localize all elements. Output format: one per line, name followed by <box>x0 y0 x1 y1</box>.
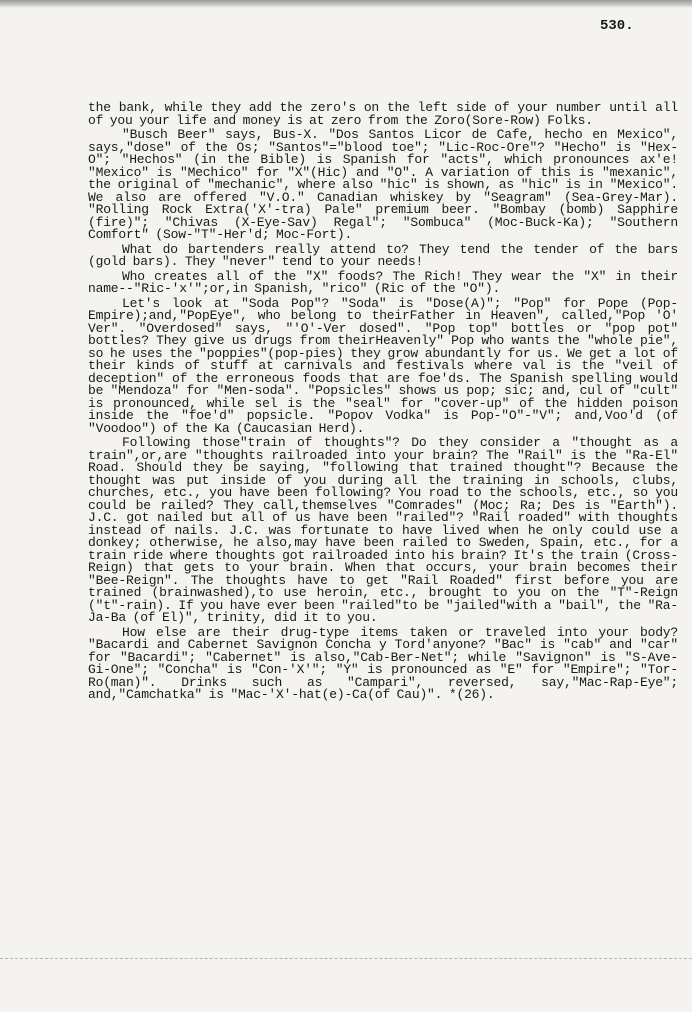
scan-bottom-rule <box>0 958 692 959</box>
paragraph: Let's look at "Soda Pop"? "Soda" is "Dose(A)"; "Pop" for Pope (Pop-Empire);and,"PopEye", who belong to theirFather in Heaven", called,"Pop 'O' Ver". "Overdosed" says, "'O'-Ver dosed". "Pop top" bottles or "pop pot" bottles? They give us drugs from theirHeavenly" Pop who wants the "whole pie", so he uses the "poppies"(pop-pies) they grow abundantly for us. We get a lot of their kinds of stuff at carnivals and festivals where val is the "veil of deception" of the erroneous foods that are foe'ds. The Spanish spelling would be "Mendoza" for "Men-soda". "Popsicles" shows us pop; sic; and, cul of "cult" is pronounced, while sel is the "seal" for "cover-up" of the hidden poison inside the "foe'd" popsicle. "Popov Vodka" is Pop-"O"-"V"; and,Voo'd (of "Voodoo") of the Ka (Caucasian Herd). <box>88 295 678 436</box>
paragraph: the bank, while they add the zero's on the left side of your number until all of you your life and money is at zero from the Zoro(Sore-Row) Folks. <box>88 100 678 128</box>
scan-top-edge <box>0 0 692 8</box>
page-number: 530. <box>600 18 634 34</box>
paragraph: Following those"train of thoughts"? Do they consider a "thought as a train",or,are "thoughts railroaded into your brain? The "Rail" is the "Ra-El" Road. Should they be saying, "following that trained thought"? Because the thought was put inside of you during all the training in schools, clubs, churches, etc., you have been following? You road to the schools, etc., so you could be railed? They call,themselves "Comrades" (Moc; Ra; Des is "Earth"). J.C. got nailed but all of us have been "railed"? "Rail roaded" with thoughts instead of nails. J.C. was fortunate to have lived when he only could use a donkey; otherwise, he also,may have been railed to Sweden, Spain, etc., for a train ride where thoughts got railroaded into his brain? It's the train (Cross-Reign) that gets to your brain. When that occurs, your brain becomes their "Bee-Reign". The thoughts have to get "Rail Roaded" first before you are trained (brainwashed),to use heroin, etc., brought to you on the "T"-Reign ("t"-rain). If you have ever been "railed"to be "jailed"with a "bail", the "Ra-Ja-Ba (of El)", trinity, did it to you. <box>88 435 678 625</box>
paragraph: What do bartenders really attend to? They tend the tender of the bars (gold bars). They "never" tend to your needs! <box>88 241 678 269</box>
paragraph: "Busch Beer" says, Bus-X. "Dos Santos Licor de Cafe, hecho en Mexico", says,"dose" of the Os; "Santos"="blood toe"; "Lic-Roc-Ore"? "Hecho" is "Hex-O"; "Hechos" (in the Bible) is Spanish for "acts", which pronounces ax'e! "Mexico" is "Mechico" for "X"(Hic) and "O". A variation of this is "mexanic", the original of "mechanic", where also "hic" is shown, as "hic" is in "Mexico". We also are offered "V.O." Canadian whiskey by "Seagram" (Sea-Grey-Mar). "Rolling Rock Extra('X'-tra) Pale" premium beer. "Bombay (bomb) Sapphire (fire)"; "Chivas (X-Eye-Sav) Regal"; "Sombuca" (Moc-Buck-Ka); "Southern Comfort" (Sow-"T"-Her'd; Moc-Fort). <box>88 127 678 242</box>
paragraph: How else are their drug-type items taken or traveled into your body? "Bacardi and Cabernet Savignon Concha y Tord'anyone? "Bac" is "cab" and "car" for "Bacardi"; "Cabernet" is also,"Cab-Ber-Net"; while "Savignon" is "S-Ave-Gi-One"; "Concha" is "Con-'X'"; "Y" is pronounced as "E" for "Empire"; "Tor-Ro(man)". Drinks such as "Campari", reversed, say,"Mac-Rap-Eye"; and,"Camchatka" is "Mac-'X'-hat(e)-Ca(of Cau)". *(26). <box>88 624 678 702</box>
body-text <box>88 102 678 704</box>
paragraph: Who creates all of the "X" foods? The Rich! They wear the "X" in their name--"Ric-'x'";or,in Spanish, "rico" (Ric of the "O"). <box>88 268 678 296</box>
